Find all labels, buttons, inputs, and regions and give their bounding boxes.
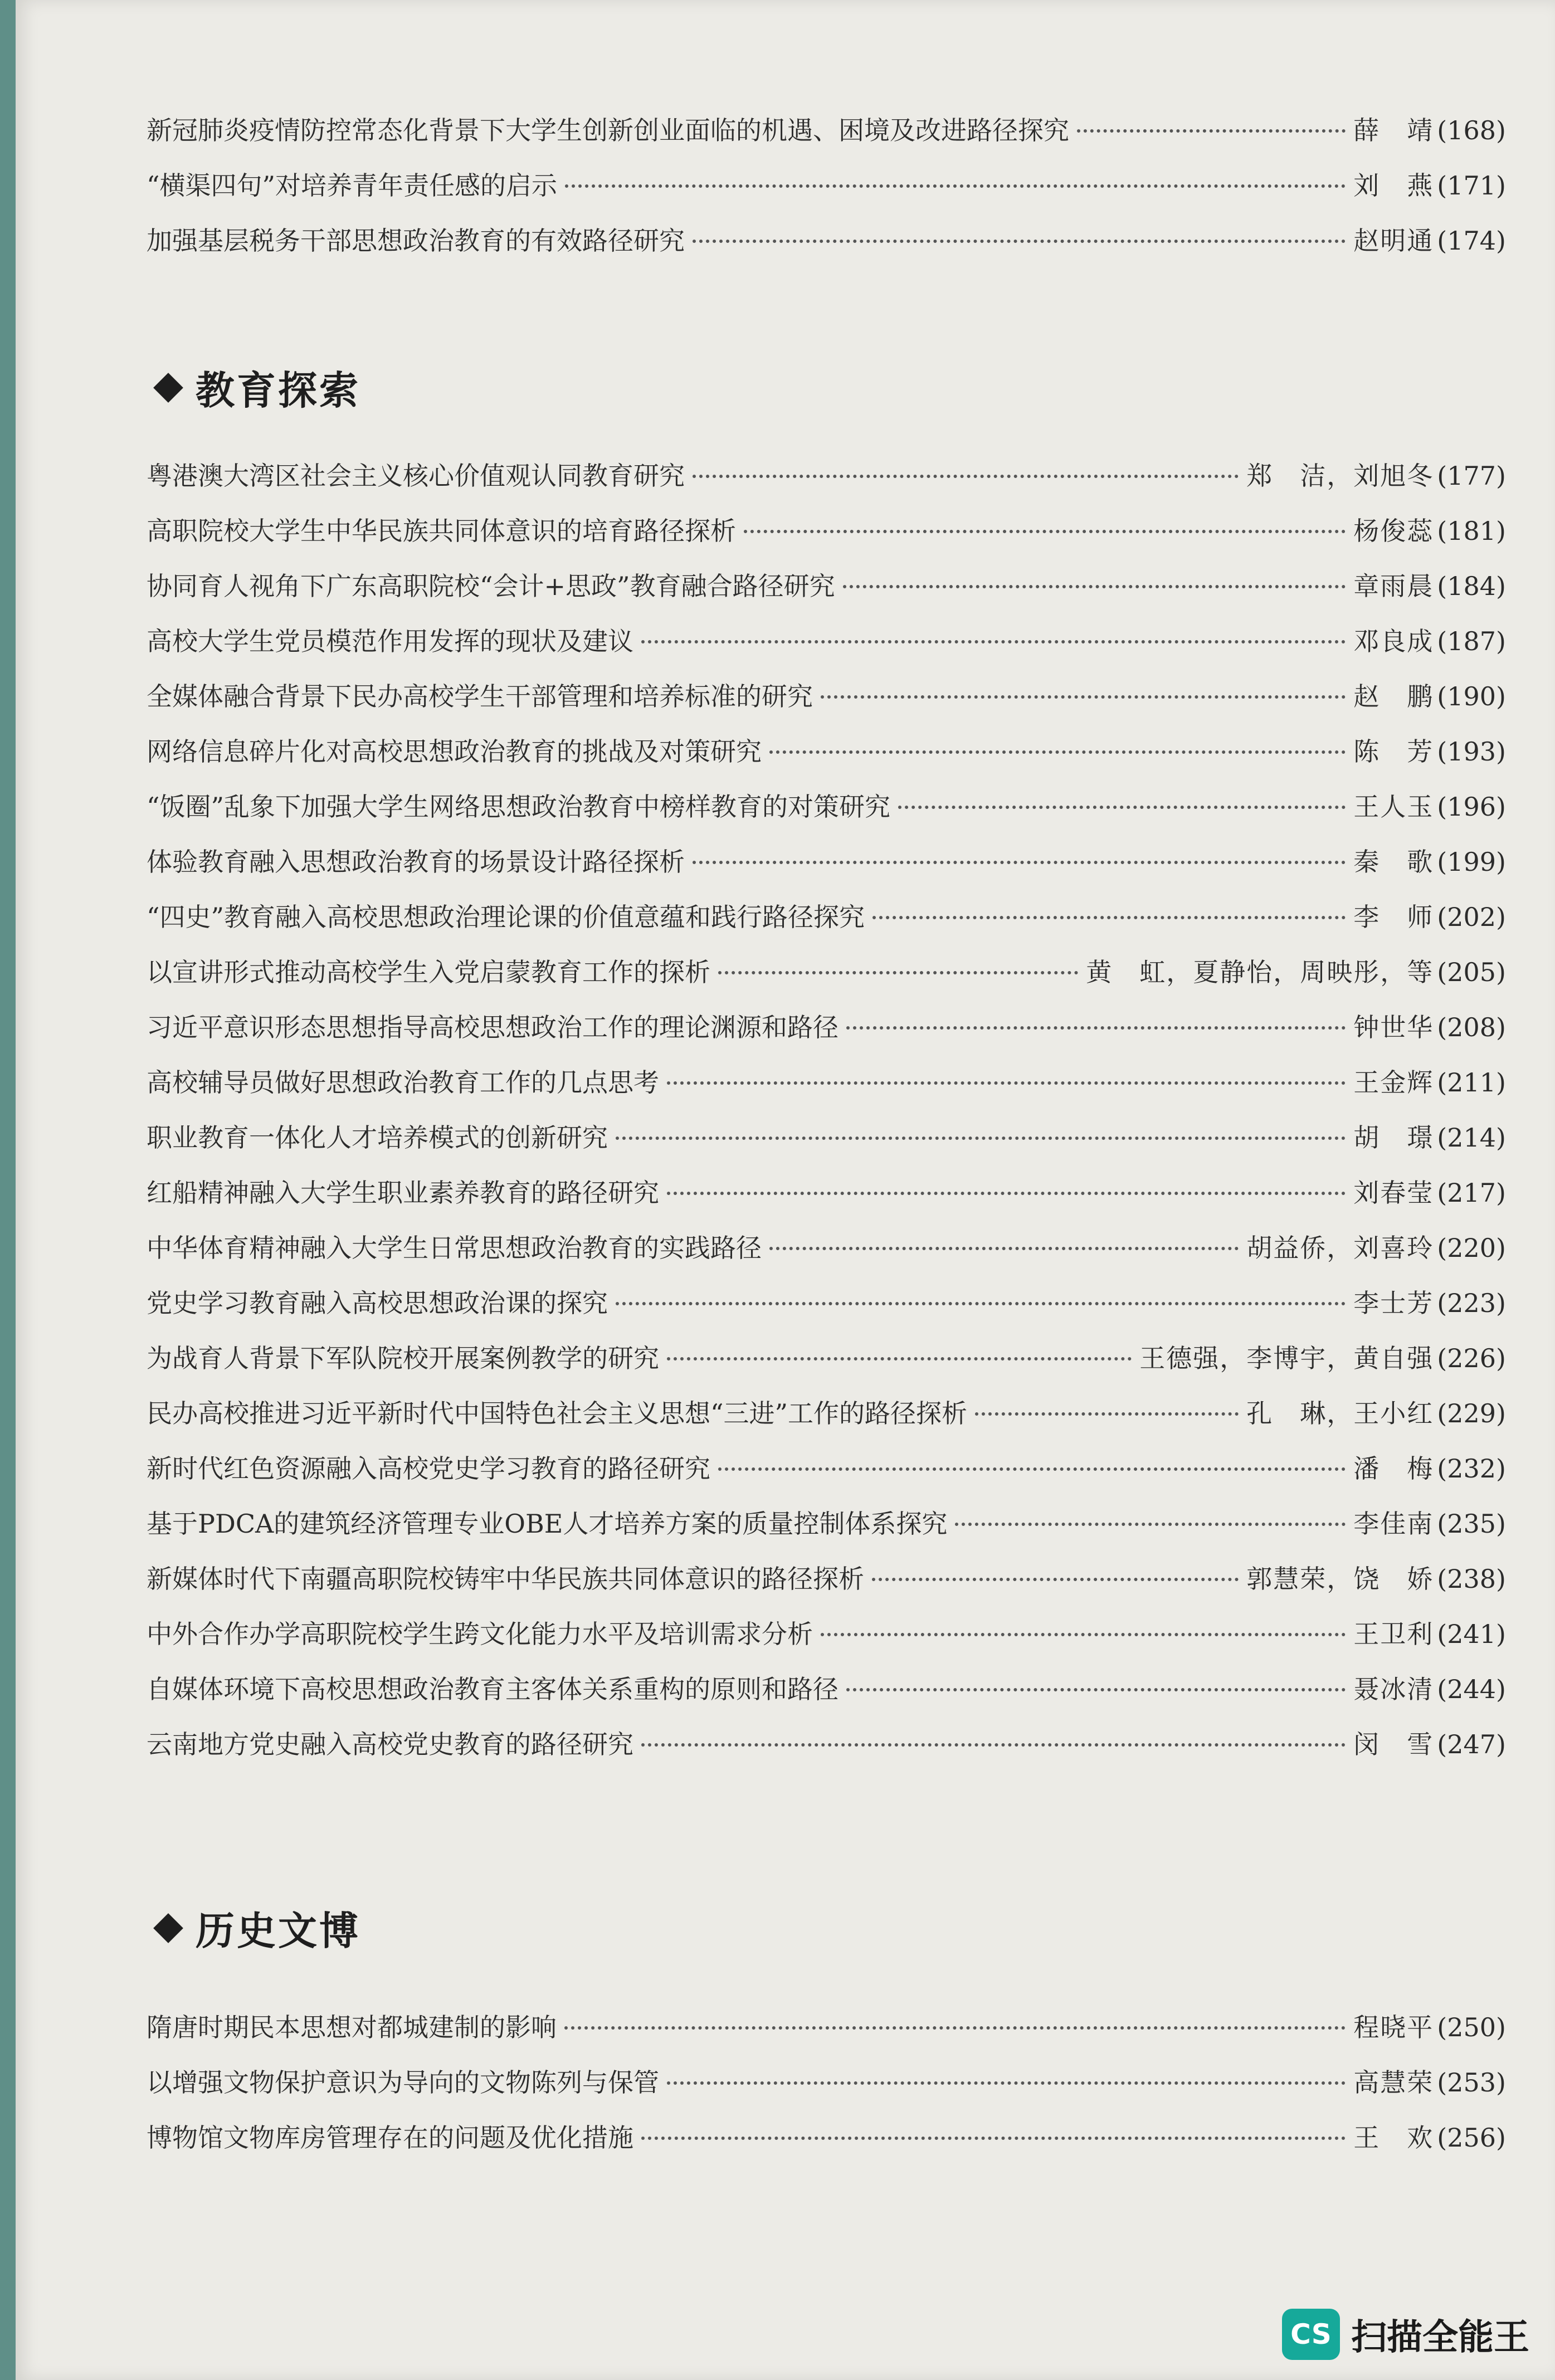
- toc-entry: [147, 945, 1506, 1000]
- diamond-bullet-icon: [153, 1913, 183, 1943]
- entry-author: 黄 虹，夏静怡，周映彤，等: [1086, 957, 1434, 987]
- entry-author: 王 欢: [1353, 2123, 1434, 2153]
- entry-page-number: (253): [1437, 2067, 1506, 2098]
- entry-author: 潘 梅: [1353, 1454, 1434, 1484]
- dot-leader: [641, 2137, 1346, 2140]
- entry-author: 胡益侨，刘喜玲: [1246, 1233, 1434, 1263]
- toc-entry: [147, 1000, 1506, 1055]
- entry-page-number: (214): [1437, 1123, 1506, 1153]
- dot-leader: [667, 2081, 1346, 2085]
- entry-author: 刘 燕: [1353, 170, 1434, 201]
- entry-title: “四史”教育融入高校思想政治理论课的价值意蕴和践行路径探究: [147, 902, 865, 932]
- entry-author: 程晓平: [1353, 2012, 1434, 2042]
- toc-entry: [147, 1717, 1506, 1772]
- toc-entry: [147, 669, 1506, 724]
- toc-entry: [147, 213, 1506, 269]
- entry-page-number: (193): [1437, 737, 1506, 767]
- entry-title: 职业教育一体化人才培养模式的创新研究: [147, 1123, 608, 1153]
- toc-entry: [147, 890, 1506, 945]
- dot-leader: [846, 1026, 1346, 1030]
- entry-page-number: (223): [1437, 1288, 1506, 1318]
- entry-page-number: (226): [1437, 1343, 1506, 1373]
- dot-leader: [898, 806, 1346, 809]
- entry-title: 习近平意识形态思想指导高校思想政治工作的理论渊源和路径: [147, 1012, 839, 1042]
- toc-entry: [147, 2110, 1506, 2166]
- dot-leader: [616, 1302, 1346, 1305]
- entry-author: 郑 洁，刘旭冬: [1246, 461, 1434, 491]
- entry-page-number: (202): [1437, 902, 1506, 932]
- entry-page-number: (208): [1437, 1012, 1506, 1042]
- entry-title: 隋唐时期民本思想对都城建制的影响: [147, 2012, 557, 2042]
- entry-author: 孔 琳，王小红: [1246, 1398, 1434, 1428]
- entry-page-number: (256): [1437, 2123, 1506, 2153]
- entry-author: 聂冰清: [1353, 1674, 1434, 1704]
- entry-page-number: (168): [1437, 115, 1506, 145]
- entry-author: 郭慧荣，饶 娇: [1246, 1564, 1434, 1594]
- toc-entry: [147, 504, 1506, 559]
- dot-leader: [693, 475, 1239, 478]
- entry-author: 杨俊蕊: [1353, 516, 1434, 546]
- entry-author: 王德强，李博宇，黄自强: [1139, 1343, 1434, 1373]
- toc-entry: [147, 1110, 1506, 1165]
- section-header-education: [158, 359, 360, 416]
- dot-leader: [821, 1633, 1346, 1636]
- entry-author: 李 师: [1353, 902, 1434, 932]
- dot-leader: [955, 1523, 1346, 1526]
- entry-author: 秦 歌: [1353, 847, 1434, 877]
- dot-leader: [693, 861, 1346, 864]
- dot-leader: [769, 1247, 1239, 1250]
- dot-leader: [667, 1192, 1346, 1195]
- entry-page-number: (220): [1437, 1233, 1506, 1263]
- scanner-app-name: 扫描全能王: [1351, 2317, 1529, 2358]
- dot-leader: [718, 1467, 1346, 1471]
- dot-leader: [693, 240, 1346, 243]
- entry-author: 薛 靖: [1353, 115, 1434, 145]
- entry-title: 高校大学生党员模范作用发挥的现状及建议: [147, 626, 633, 656]
- entry-title: “横渠四句”对培养青年责任感的启示: [147, 170, 558, 201]
- toc-entry: [147, 2000, 1506, 2055]
- cs-logo-icon: CS: [1282, 2309, 1340, 2360]
- entry-page-number: (205): [1437, 957, 1506, 987]
- toc-entry: [147, 1221, 1506, 1276]
- entry-title: “饭圈”乱象下加强大学生网络思想政治教育中榜样教育的对策研究: [147, 792, 891, 822]
- toc-entry: [147, 1165, 1506, 1221]
- entry-author: 刘春莹: [1353, 1178, 1434, 1208]
- entry-title: 新媒体时代下南疆高职院校铸牢中华民族共同体意识的路径探析: [147, 1564, 864, 1594]
- dot-leader: [564, 2026, 1346, 2030]
- entry-title: 自媒体环境下高校思想政治教育主客体关系重构的原则和路径: [147, 1674, 839, 1704]
- entry-author: 李士芳: [1353, 1288, 1434, 1318]
- entry-page-number: (211): [1437, 1067, 1506, 1098]
- toc-entry: [147, 1607, 1506, 1662]
- toc-entry: [147, 1276, 1506, 1331]
- dot-leader: [846, 1688, 1346, 1691]
- entry-page-number: (232): [1437, 1454, 1506, 1484]
- entry-page-number: (247): [1437, 1729, 1506, 1759]
- dot-leader: [821, 695, 1346, 699]
- entry-author: 邓良成: [1353, 626, 1434, 656]
- toc-entry: [147, 103, 1506, 158]
- scanner-watermark: [1282, 2309, 1529, 2360]
- document-page: [16, 0, 1555, 2380]
- diamond-bullet-icon: [153, 373, 183, 403]
- toc-entry: [147, 448, 1506, 504]
- entry-title: 博物馆文物库房管理存在的问题及优化措施: [147, 2123, 633, 2153]
- dot-leader: [975, 1412, 1239, 1416]
- entry-title: 加强基层税务干部思想政治教育的有效路径研究: [147, 226, 685, 256]
- entry-author: 闵 雪: [1353, 1729, 1434, 1759]
- section-header-history: [158, 1900, 360, 1956]
- entry-author: 钟世华: [1353, 1012, 1434, 1042]
- toc-history-group: [147, 2000, 1506, 2166]
- entry-page-number: (217): [1437, 1178, 1506, 1208]
- entry-author: 陈 芳: [1353, 737, 1434, 767]
- dot-leader: [641, 640, 1346, 643]
- entry-title: 红船精神融入大学生职业素养教育的路径研究: [147, 1178, 659, 1208]
- entry-title: 网络信息碎片化对高校思想政治教育的挑战及对策研究: [147, 737, 762, 767]
- toc-entry: [147, 1331, 1506, 1386]
- dot-leader: [872, 916, 1346, 919]
- section-title: 教育探索: [196, 367, 360, 413]
- toc-entry: [147, 1441, 1506, 1496]
- toc-education-group: [147, 448, 1506, 1772]
- toc-entry: [147, 835, 1506, 890]
- dot-leader: [872, 1578, 1239, 1581]
- entry-page-number: (229): [1437, 1398, 1506, 1428]
- dot-leader: [744, 530, 1346, 533]
- toc-entry: [147, 1662, 1506, 1717]
- dot-leader: [667, 1357, 1132, 1360]
- entry-title: 以增强文物保护意识为导向的文物陈列与保管: [147, 2067, 659, 2098]
- toc-entry: [147, 559, 1506, 614]
- toc-entry: [147, 158, 1506, 213]
- entry-page-number: (174): [1437, 226, 1506, 256]
- toc-entry: [147, 1496, 1506, 1552]
- entry-page-number: (187): [1437, 626, 1506, 656]
- dot-leader: [641, 1743, 1346, 1747]
- toc-entry: [147, 1552, 1506, 1607]
- entry-title: 民办高校推进习近平新时代中国特色社会主义思想“三进”工作的路径探析: [147, 1398, 968, 1428]
- entry-title: 以宣讲形式推动高校学生入党启蒙教育工作的探析: [147, 957, 710, 987]
- entry-page-number: (238): [1437, 1564, 1506, 1594]
- entry-author: 王人玉: [1353, 792, 1434, 822]
- entry-title: 新冠肺炎疫情防控常态化背景下大学生创新创业面临的机遇、困境及改进路径探究: [147, 115, 1069, 145]
- entry-author: 赵 鹏: [1353, 681, 1434, 711]
- entry-author: 王卫利: [1353, 1619, 1434, 1649]
- toc-entry: [147, 779, 1506, 835]
- entry-author: 高慧荣: [1353, 2067, 1434, 2098]
- entry-title: 中华体育精神融入大学生日常思想政治教育的实践路径: [147, 1233, 762, 1263]
- dot-leader: [769, 750, 1346, 754]
- entry-page-number: (184): [1437, 571, 1506, 601]
- dot-leader: [843, 585, 1346, 588]
- entry-page-number: (196): [1437, 792, 1506, 822]
- entry-page-number: (177): [1437, 461, 1506, 491]
- entry-author: 章雨晨: [1353, 571, 1434, 601]
- toc-entry: [147, 1386, 1506, 1441]
- entry-author: 王金辉: [1353, 1067, 1434, 1098]
- toc-entry: [147, 614, 1506, 669]
- entry-page-number: (250): [1437, 2012, 1506, 2042]
- entry-page-number: (235): [1437, 1509, 1506, 1539]
- entry-title: 高校辅导员做好思想政治教育工作的几点思考: [147, 1067, 659, 1098]
- entry-page-number: (181): [1437, 516, 1506, 546]
- entry-author: 赵明通: [1353, 226, 1434, 256]
- entry-page-number: (190): [1437, 681, 1506, 711]
- entry-title: 高职院校大学生中华民族共同体意识的培育路径探析: [147, 516, 736, 546]
- entry-title: 全媒体融合背景下民办高校学生干部管理和培养标准的研究: [147, 681, 813, 711]
- entry-title: 体验教育融入思想政治教育的场景设计路径探析: [147, 847, 685, 877]
- entry-title: 粤港澳大湾区社会主义核心价值观认同教育研究: [147, 461, 685, 491]
- toc-entry: [147, 1055, 1506, 1110]
- dot-leader: [565, 184, 1346, 188]
- entry-page-number: (199): [1437, 847, 1506, 877]
- dot-leader: [667, 1081, 1346, 1085]
- dot-leader: [1077, 129, 1346, 133]
- section-title: 历史文博: [196, 1908, 360, 1954]
- entry-page-number: (171): [1437, 170, 1506, 201]
- entry-title: 中外合作办学高职院校学生跨文化能力水平及培训需求分析: [147, 1619, 813, 1649]
- entry-page-number: (241): [1437, 1619, 1506, 1649]
- entry-title: 为战育人背景下军队院校开展案例教学的研究: [147, 1343, 659, 1373]
- entry-title: 党史学习教育融入高校思想政治课的探究: [147, 1288, 608, 1318]
- entry-title: 云南地方党史融入高校党史教育的路径研究: [147, 1729, 633, 1759]
- toc-top-group: [147, 103, 1506, 269]
- toc-entry: [147, 724, 1506, 779]
- entry-title: 基于PDCA的建筑经济管理专业OBE人才培养方案的质量控制体系探究: [147, 1509, 948, 1539]
- entry-title: 协同育人视角下广东高职院校“会计+思政”教育融合路径研究: [147, 571, 835, 601]
- dot-leader: [616, 1137, 1346, 1140]
- entry-page-number: (244): [1437, 1674, 1506, 1704]
- entry-author: 胡 璟: [1353, 1123, 1434, 1153]
- dot-leader: [718, 971, 1078, 974]
- entry-author: 李佳南: [1353, 1509, 1434, 1539]
- entry-title: 新时代红色资源融入高校党史学习教育的路径研究: [147, 1454, 710, 1484]
- toc-entry: [147, 2055, 1506, 2110]
